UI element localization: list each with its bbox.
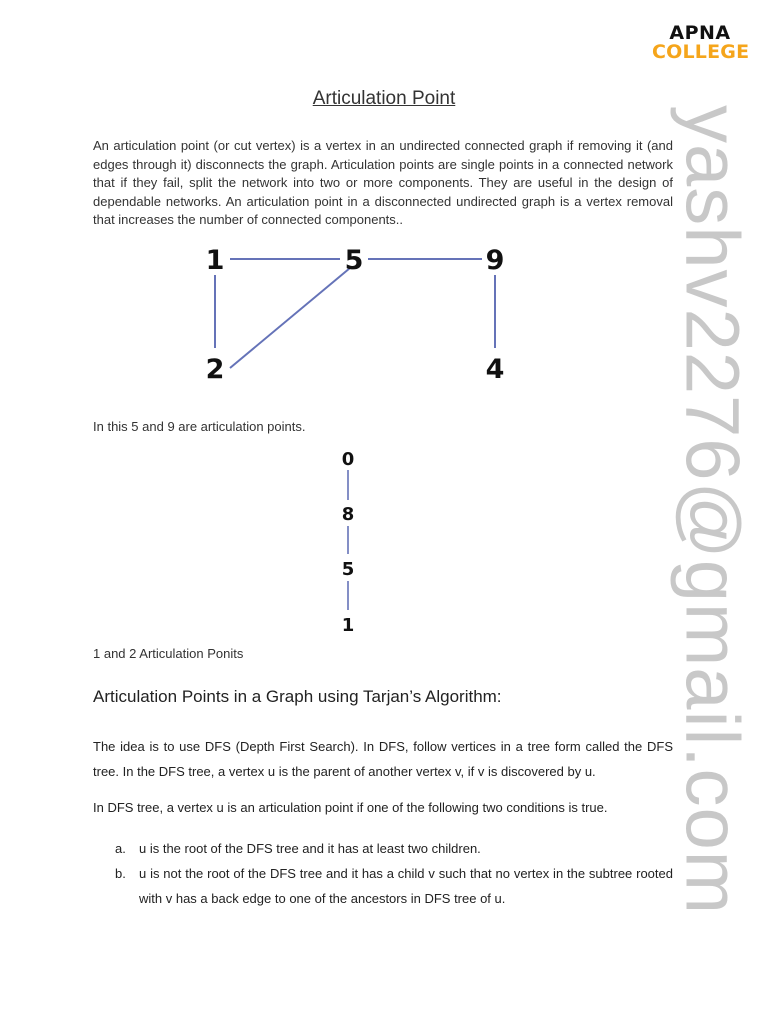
graph2-node-1: 1 bbox=[341, 615, 355, 636]
edge-2-5 bbox=[230, 268, 350, 368]
dfs-paragraph: The idea is to use DFS (Depth First Search). In DFS, follow vertices in a tree form called the DFS tree. In the DFS tree, a vertex u is the parent of another vertex v, if v is discovered by u. bbox=[93, 739, 673, 779]
conditions-intro: In DFS tree, a vertex u is an articulation point if one of the following two conditions is true. bbox=[93, 800, 608, 815]
section-heading: Articulation Points in a Graph using Tarjan’s Algorithm: bbox=[93, 687, 502, 706]
list-marker: b. bbox=[115, 866, 126, 881]
graph1-node-5: 5 bbox=[344, 245, 364, 276]
conditions-list bbox=[93, 836, 673, 911]
graph1-caption: In this 5 and 9 are articulation points. bbox=[93, 419, 306, 434]
graph2-node-0: 0 bbox=[341, 449, 355, 470]
graph1-node-9: 9 bbox=[485, 245, 505, 276]
list-item bbox=[93, 836, 673, 861]
graph2-node-5: 5 bbox=[341, 559, 355, 580]
logo-line-apna: APNA bbox=[669, 22, 731, 44]
list-item-text: u is the root of the DFS tree and it has at least two children. bbox=[139, 841, 481, 856]
graph1-node-4: 4 bbox=[485, 354, 505, 385]
graph1-node-2: 2 bbox=[205, 354, 225, 385]
intro-paragraph: An articulation point (or cut vertex) is a vertex in an undirected connected graph if removing it (and edges through it) disconnects the graph. Articulation points are single points in a connected network that if they fail, split the network into two or more components. They are useful in the design of dependable networks. An articulation point in a disconnected undirected graph is a vertex removal that increases the number of connected components.. bbox=[93, 138, 673, 228]
graph1-node-1: 1 bbox=[205, 245, 225, 276]
page-title: Articulation Point bbox=[312, 88, 456, 109]
list-marker: a. bbox=[115, 841, 126, 856]
apna-college-logo bbox=[652, 24, 748, 62]
graph2-node-8: 8 bbox=[341, 504, 355, 525]
graph-diagram-2 bbox=[330, 446, 370, 636]
email-watermark: yashv2276@gmail.com bbox=[669, 104, 755, 916]
graph2-caption: 1 and 2 Articulation Ponits bbox=[93, 646, 244, 661]
graph-diagram-1 bbox=[190, 238, 520, 388]
list-item bbox=[93, 861, 673, 911]
logo-line-college: COLLEGE bbox=[652, 41, 750, 63]
list-item-text: u is not the root of the DFS tree and it has a child v such that no vertex in the subtree rooted with v has a back edge to one of the ancestors in DFS tree of u. bbox=[139, 866, 673, 906]
